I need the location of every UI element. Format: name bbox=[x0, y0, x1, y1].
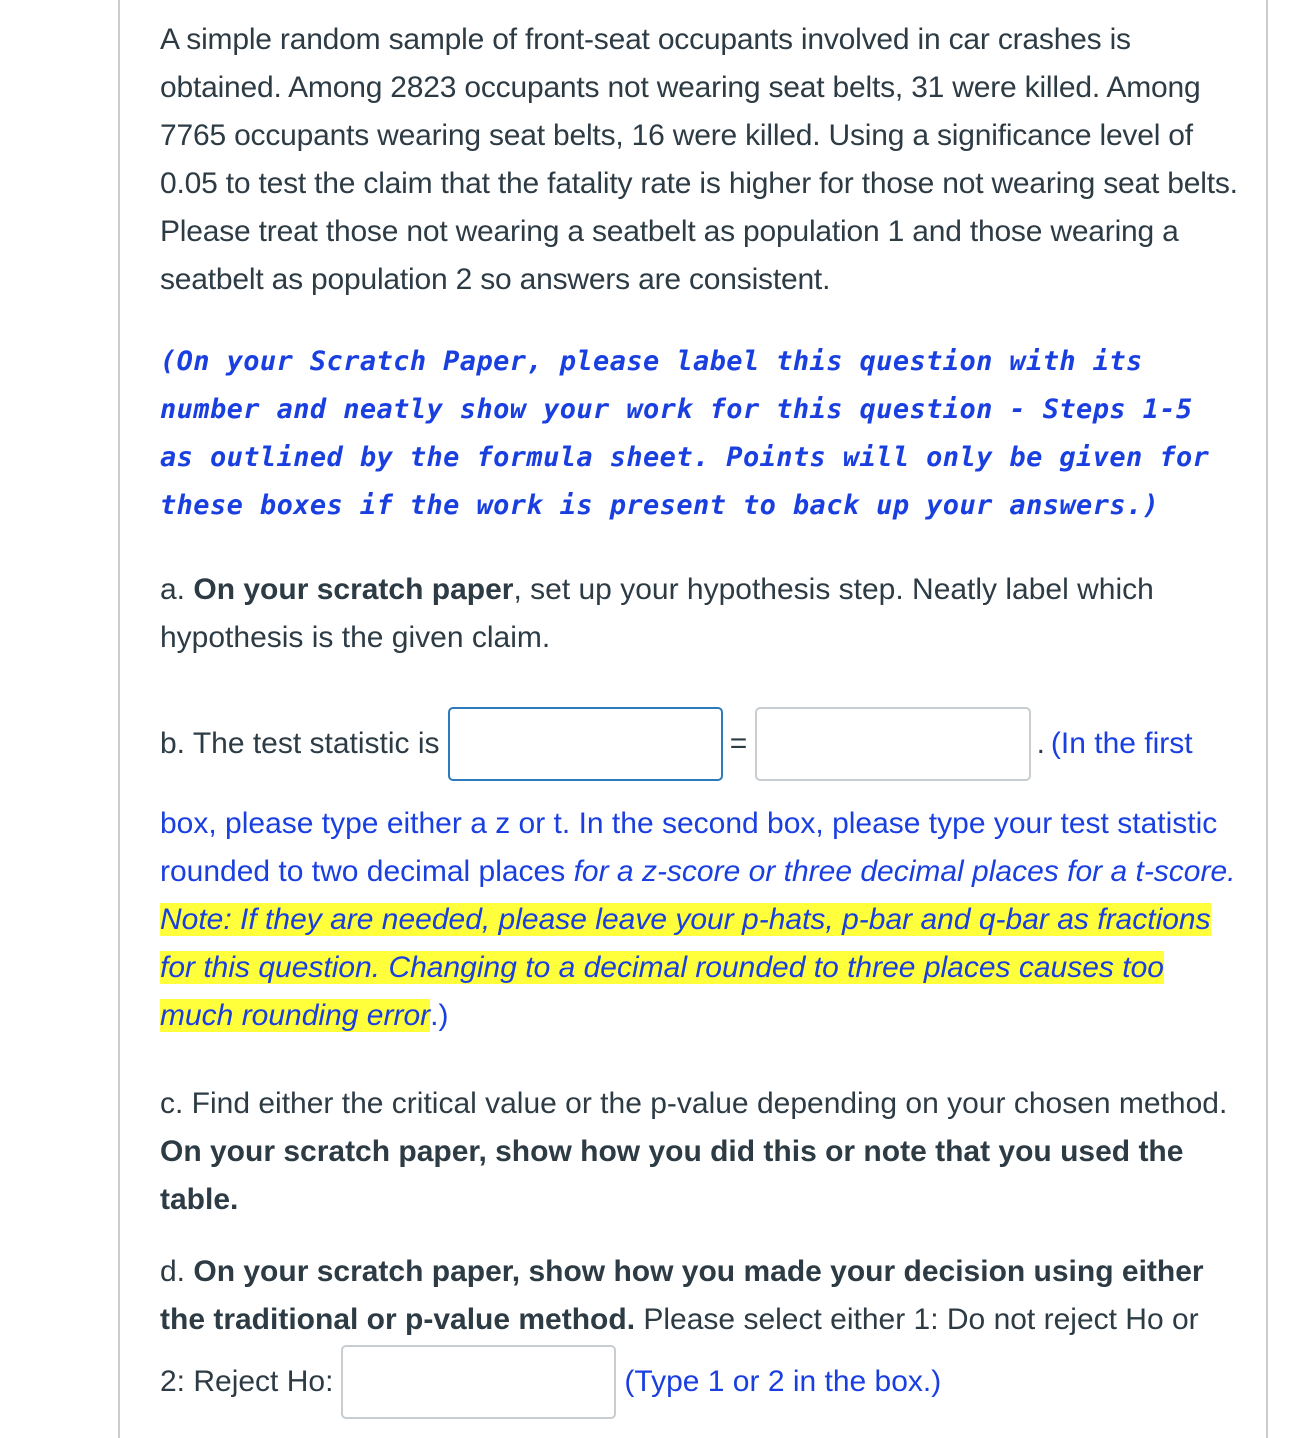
part-d bbox=[160, 1248, 1240, 1344]
part-a-rest: , set up your hypothesis step. Neatly label which hypothesis is the given claim. bbox=[160, 573, 1154, 654]
part-a bbox=[160, 566, 1240, 662]
part-d-bold: On your scratch paper, show how you made your decision using either the traditional or p-value method. bbox=[160, 1255, 1204, 1336]
question-intro: A simple random sample of front-seat occupants involved in car crashes is obtained. Among 2823 occupants not wearing seat belts, 31 were killed. Among 7765 occupants wearing seat belts, 16 were killed. Using a significance level of 0.05 to test the claim that the fatality rate is higher for those not wearing seat belts. Please treat those not wearing a seatbelt as population 1 and those wearing a seatbelt as population 2 so answers are consistent. bbox=[160, 23, 1238, 296]
part-a-prefix: a. bbox=[160, 573, 194, 606]
decision-input[interactable] bbox=[341, 1345, 616, 1419]
part-b-note-end: .) bbox=[430, 999, 449, 1032]
period: . bbox=[1036, 727, 1045, 760]
part-d-label: 2: Reject Ho: bbox=[160, 1365, 334, 1398]
part-c-bold: On your scratch paper, show how you did this or note that you used the table. bbox=[160, 1135, 1184, 1216]
part-b-note-start: (In the first bbox=[1050, 727, 1193, 760]
part-b-row bbox=[160, 706, 1240, 782]
test-statistic-input[interactable] bbox=[755, 707, 1031, 781]
part-b-note-italic: for a z-score or three decimal places for a t-score. bbox=[573, 855, 1236, 888]
part-c bbox=[160, 1080, 1240, 1224]
part-d-prefix: d. bbox=[160, 1255, 194, 1288]
decision-hint: (Type 1 or 2 in the box.) bbox=[624, 1365, 942, 1398]
part-d-row bbox=[160, 1344, 1240, 1420]
part-b-note bbox=[160, 800, 1240, 1040]
part-a-bold: On your scratch paper bbox=[193, 573, 514, 606]
scratch-paper-instructions: (On your Scratch Paper, please label this question with its number and neatly show your work for this question - Steps 1-5 as outlined by the formula sheet. Points will only be given for these boxes if the work is present to back up your answers.) bbox=[160, 346, 1210, 521]
part-b-label: b. The test statistic is bbox=[160, 727, 440, 760]
statistic-type-input[interactable] bbox=[448, 707, 723, 781]
part-d-rest: Please select either 1: Do not reject Ho or bbox=[635, 1303, 1199, 1336]
question-content bbox=[160, 16, 1240, 1420]
part-c-plain: c. Find either the critical value or the p-value depending on your chosen method. bbox=[160, 1087, 1228, 1120]
rounding-note-highlight: Note: If they are needed, please leave your p-hats, p-bar and q-bar as fractions for this question. Changing to a decimal rounded to three places causes too much rounding error bbox=[160, 903, 1211, 1032]
part-b-note-plain: box, please type either a z or t. In the second box, please type your test statistic rounded to two decimal places bbox=[160, 807, 1218, 888]
equals-sign: = bbox=[729, 727, 748, 760]
